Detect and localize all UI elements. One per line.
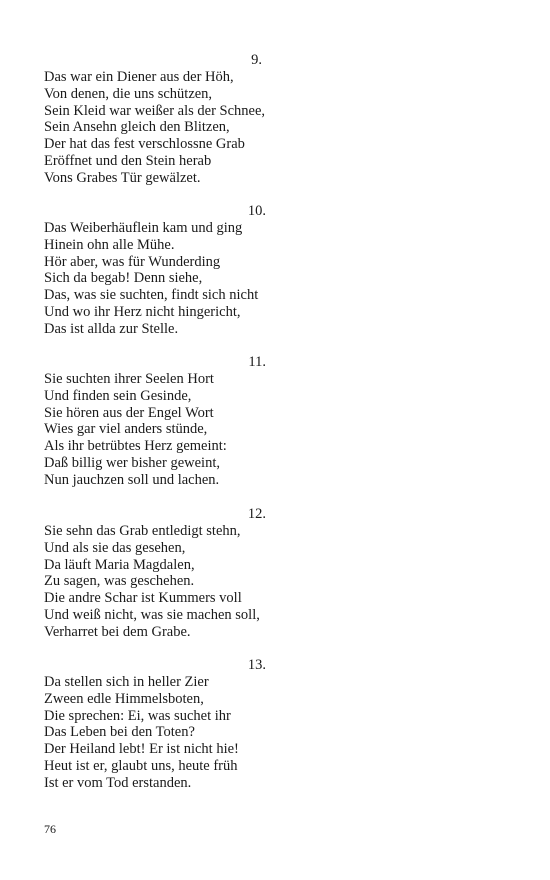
verse-line: Vons Grabes Tür gewälzet. xyxy=(44,169,201,186)
verse-line: Sein Kleid war weißer als der Schnee, xyxy=(44,102,266,119)
verse-line: Ist er vom Tod erstanden. xyxy=(44,774,192,791)
verse-line: Sich da begab! Denn siehe, xyxy=(44,270,203,287)
verse-line: Wies gar viel anders stünde, xyxy=(44,421,208,438)
stanza-lines xyxy=(44,674,239,792)
verse-line: Das, was sie suchten, findt sich nicht xyxy=(44,287,259,304)
stanza-number: 9. xyxy=(251,52,262,68)
verse-line: Und als sie das gesehen, xyxy=(44,539,186,556)
verse-line: Sie sehn das Grab entledigt stehn, xyxy=(44,523,241,539)
verse-line: Sein Ansehn gleich den Blitzen, xyxy=(44,119,230,136)
verse-line: Und wo ihr Herz nicht hingericht, xyxy=(44,303,241,320)
page-number: 76 xyxy=(44,822,56,836)
stanza-lines xyxy=(44,523,260,641)
verse-line: Eröffnet und den Stein herab xyxy=(44,152,212,169)
verse-line: Die sprechen: Ei, was suchet ihr xyxy=(44,707,231,724)
verse-line: Verharret bei dem Grabe. xyxy=(44,623,191,640)
verse-line: Da stellen sich in heller Zier xyxy=(44,674,209,690)
verse-line: Das Weiberhäuflein kam und ging xyxy=(44,220,243,236)
stanza-number: 13. xyxy=(247,657,266,673)
stanza-number: 11. xyxy=(248,354,266,370)
stanza-lines xyxy=(44,220,258,338)
stanza-number: 10. xyxy=(247,203,266,219)
verse-line: Zween edle Himmelsboten, xyxy=(44,690,204,707)
verse-line: Das ist allda zur Stelle. xyxy=(44,320,179,337)
verse-line: Hör aber, was für Wunderding xyxy=(44,253,221,270)
verse-line: Hinein ohn alle Mühe. xyxy=(44,236,175,253)
verse-line: Da läuft Maria Magdalen, xyxy=(44,556,195,573)
stanza-lines xyxy=(44,371,227,489)
stanza-number: 12. xyxy=(247,506,266,522)
verse-line: Das war ein Diener aus der Höh, xyxy=(44,69,234,85)
verse-line: Der Heiland lebt! Er ist nicht hie! xyxy=(44,741,239,758)
verse-line: Sie suchten ihrer Seelen Hort xyxy=(44,371,214,387)
verse-line: Als ihr betrübtes Herz gemeint: xyxy=(44,438,227,455)
verse-line: Daß billig wer bisher geweint, xyxy=(44,454,220,471)
verse-line: Von denen, die uns schützen, xyxy=(44,85,213,102)
verse-line: Die andre Schar ist Kummers voll xyxy=(44,590,242,607)
stanza-lines xyxy=(44,69,265,187)
verse-line: Und finden sein Gesinde, xyxy=(44,387,192,404)
verse-line: Nun jauchzen soll und lachen. xyxy=(44,471,220,488)
verse-line: Der hat das fest verschlossne Grab xyxy=(44,136,245,153)
verse-line: Heut ist er, glaubt uns, heute früh xyxy=(44,757,238,774)
verse-line: Sie hören aus der Engel Wort xyxy=(44,404,214,421)
verse-line: Das Leben bei den Toten? xyxy=(44,724,195,741)
verse-line: Und weiß nicht, was sie machen soll, xyxy=(44,606,260,623)
verse-line: Zu sagen, was geschehen. xyxy=(44,573,195,590)
